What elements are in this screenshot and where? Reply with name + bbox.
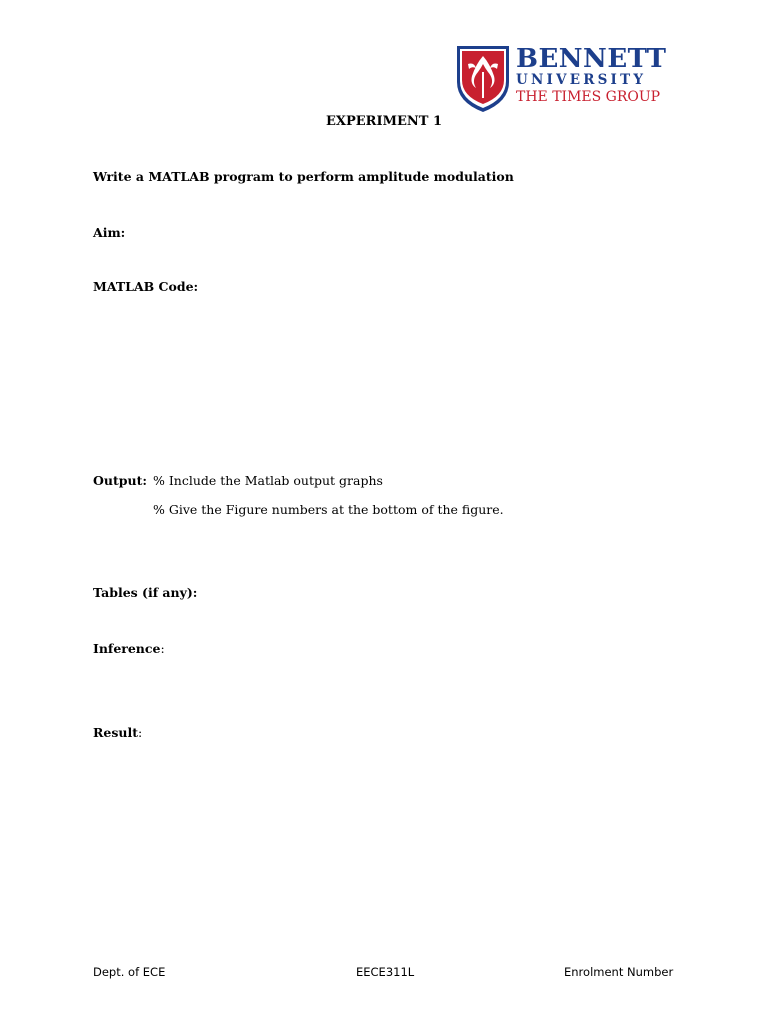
result-colon: :	[138, 725, 143, 740]
problem-statement: Write a MATLAB program to perform amplitude modulation	[93, 169, 514, 184]
tables-label: Tables (if any):	[93, 585, 198, 600]
inference-colon: :	[160, 641, 165, 656]
logo-group: THE TIMES GROUP	[516, 89, 661, 105]
footer-course: EECE311L	[356, 965, 415, 979]
logo-text	[516, 46, 676, 106]
logo-university: UNIVERSITY	[516, 72, 647, 88]
output-label: Output:	[93, 473, 147, 488]
matlab-code-label: MATLAB Code:	[93, 279, 199, 294]
result-label: Result	[93, 725, 138, 740]
output-note-1: % Include the Matlab output graphs	[153, 473, 383, 488]
aim-label: Aim:	[93, 225, 126, 240]
inference-label: Inference	[93, 641, 161, 656]
result-line	[93, 725, 142, 740]
document-title	[0, 114, 768, 129]
logo-name: BENNETT	[516, 44, 667, 74]
shield-icon	[454, 42, 512, 114]
footer-dept: Dept. of ECE	[93, 965, 166, 979]
output-note-2: % Give the Figure numbers at the bottom of the figure.	[153, 502, 504, 517]
university-logo	[454, 42, 676, 114]
footer-enrolment: Enrolment Number	[564, 965, 674, 979]
inference-line	[93, 641, 165, 656]
title-text: EXPERIMENT 1	[326, 114, 442, 129]
